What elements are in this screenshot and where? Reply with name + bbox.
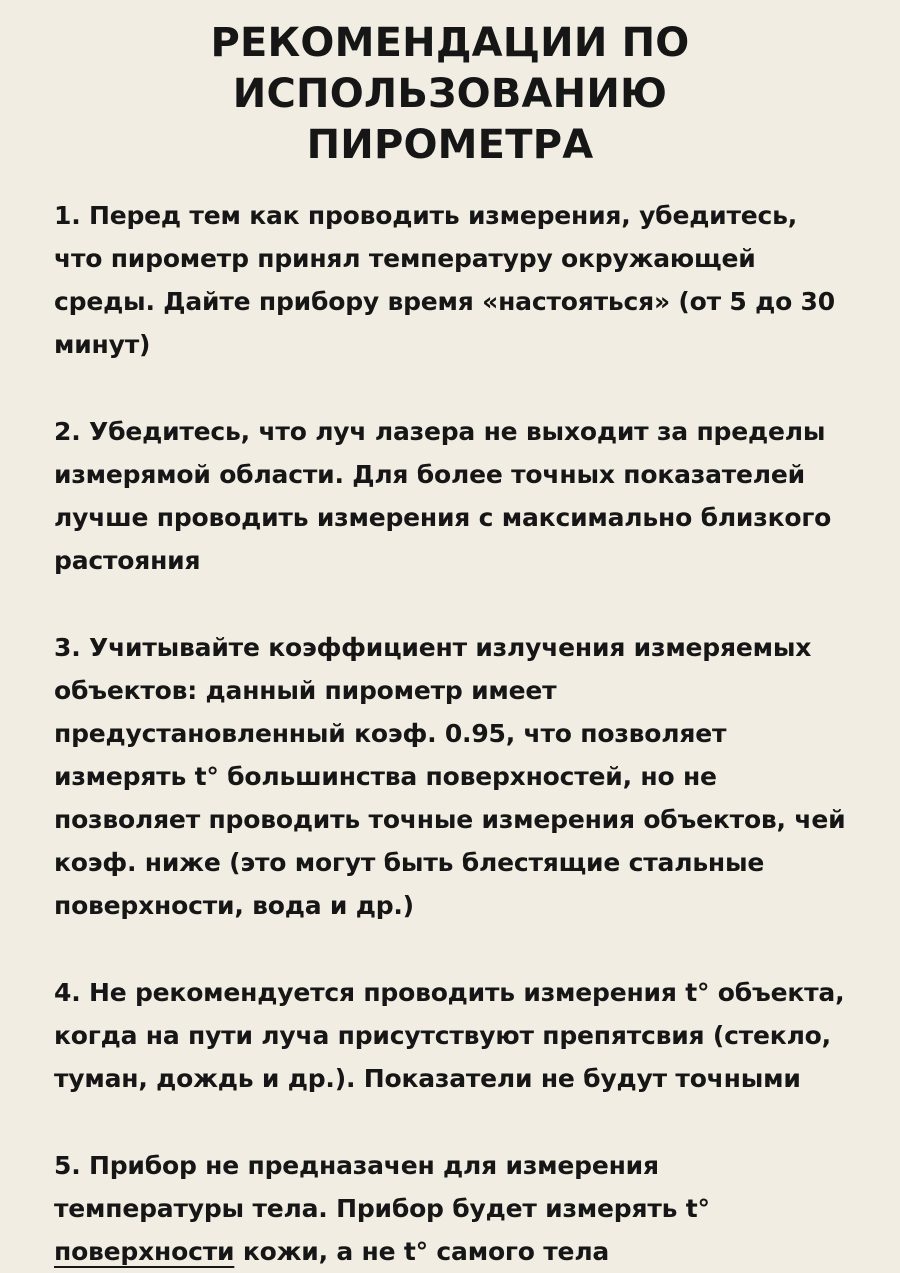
recommendation-item-3: 3. Учитывайте коэффициент излучения измеряемых объектов: данный пирометр имеет предустановленный коэф. 0.95, что позволяет измерять t° большинства поверхностей, но не позволяет проводить точные измерения объектов, чей коэф. ниже (это могут быть блестящие стальные поверхности, вода и др.) — [54, 633, 846, 921]
recommendation-item-5-text-before: 5. Прибор не предназачен для измерения температуры тела. Прибор будет измерять t° — [54, 1151, 710, 1224]
page-title-line-1: РЕКОМЕНДАЦИИ ПО ИСПОЛЬЗОВАНИЮ — [210, 20, 690, 117]
recommendation-item-1: 1. Перед тем как проводить измерения, убедитесь, что пирометр принял температуру окружающей среды. Дайте прибору время «настояться» (от 5 до 30 минут) — [54, 201, 835, 360]
recommendation-item-2: 2. Убедитесь, что луч лазера не выходит за пределы измерямой области. Для более точных показателей лучше проводить измерения с максимально близкого растояния — [54, 417, 832, 576]
page-title-line-2: ПИРОМЕТРА — [306, 121, 594, 168]
recommendation-item-5-underlined-word: поверхности — [54, 1237, 235, 1267]
recommendation-item-4: 4. Не рекомендуется проводить измерения t° объекта, когда на пути луча присутствуют препятсвия (стекло, туман, дождь и др.). Показатели не будут точными — [54, 978, 845, 1094]
recommendations-list — [54, 194, 846, 1273]
page-title — [54, 18, 846, 170]
recommendation-item-5-text-after: кожи, а не t° самого тела — [234, 1237, 610, 1267]
recommendation-item-5 — [54, 1144, 846, 1273]
